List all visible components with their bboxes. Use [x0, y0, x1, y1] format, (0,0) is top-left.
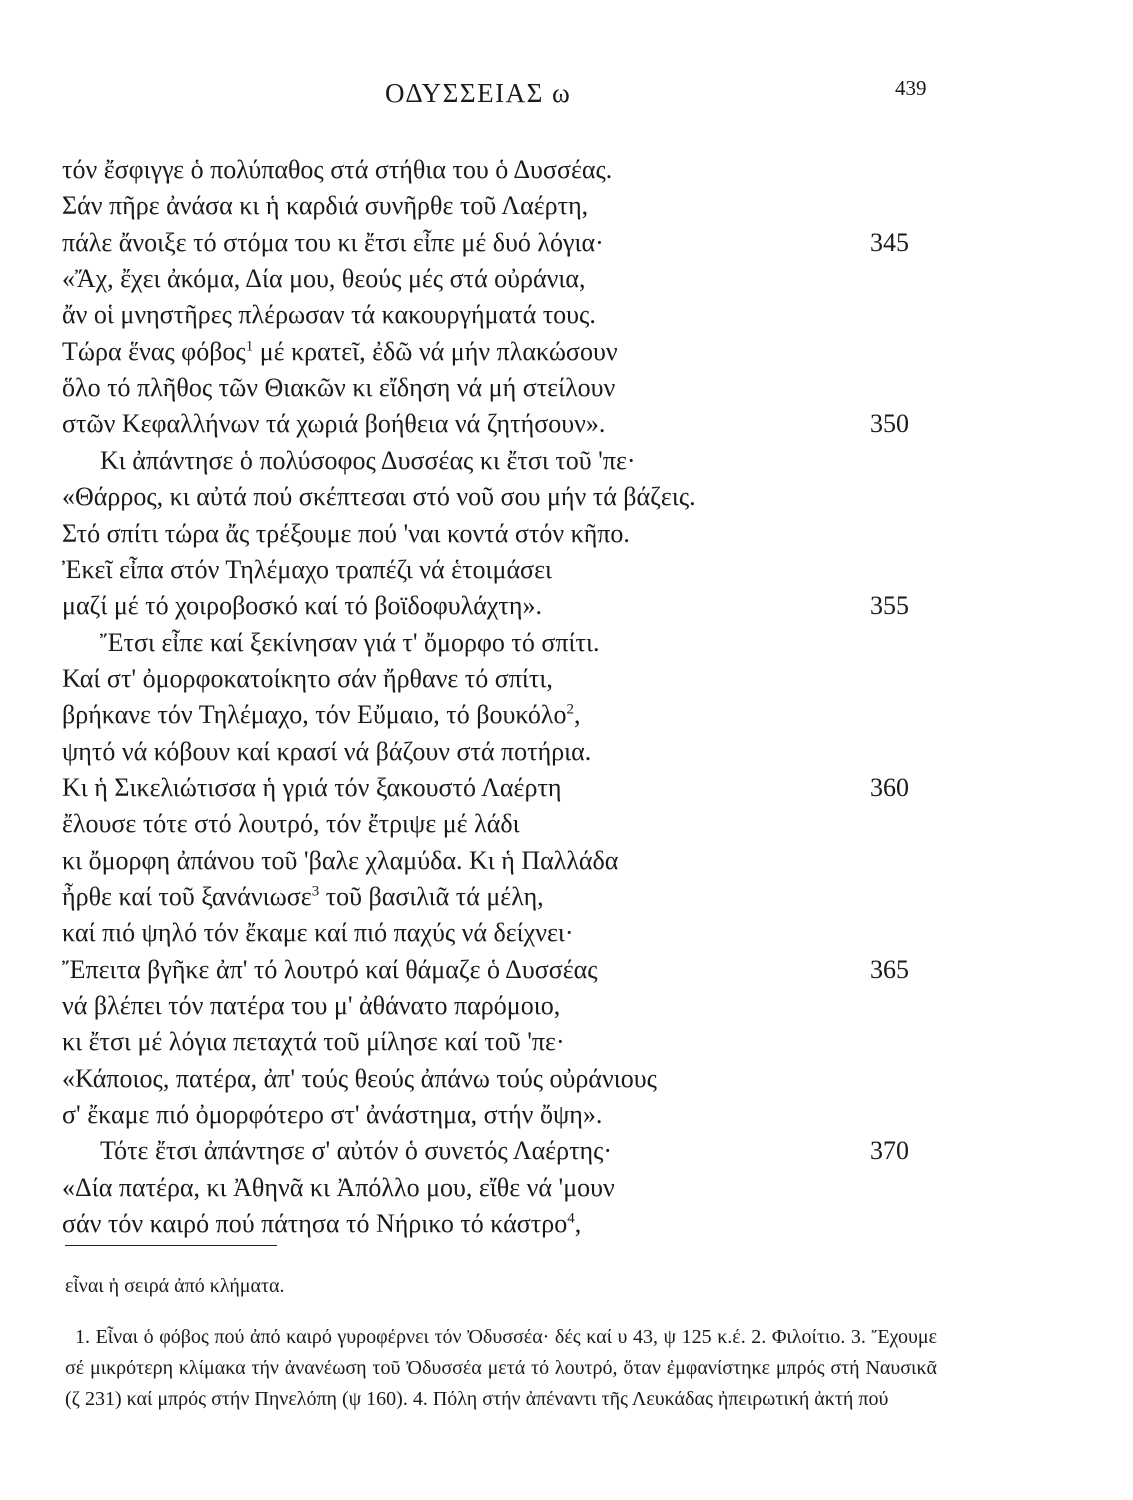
verse-line [62, 882, 942, 912]
verse-text: νά βλέπει τόν πατέρα του μ' ἀθάνατο παρόμοιο, [62, 991, 561, 1020]
running-title: ΟΔΥΣΣΕΙΑΣ ω [385, 78, 572, 108]
verse-text: ἔλουσε τότε στό λουτρό, τόν ἔτριψε μέ λάδι [62, 809, 520, 838]
verse-text: κι ἔτσι μέ λόγια πεταχτά τοῦ μίλησε καί τοῦ 'πε· [62, 1027, 565, 1056]
verse-text: Κι ἀπάντησε ὁ πολύσοφος Δυσσέας κι ἔτσι τοῦ 'πε· [100, 446, 636, 475]
verse-text: Καί στ' ὀμορφοκατοίκητο σάν ἤρθανε τό σπίτι, [62, 664, 553, 693]
verse-text: Τώρα ἕνας φόβος [62, 337, 246, 366]
verse-text: ἦρθε καί τοῦ ξανάνιωσε [62, 882, 312, 911]
verse-text: καί πιό ψηλό τόν ἔκαμε καί πιό παχύς νά δείχνει· [62, 918, 574, 947]
verse-line [62, 1100, 942, 1130]
verse-line [62, 628, 942, 658]
verse-text: «Κάποιος, πατέρα, ἀπ' τούς θεούς ἀπάνω τούς οὐράνιους [62, 1064, 657, 1093]
verse-line [62, 700, 942, 730]
footnote-marker: 1 [245, 338, 254, 355]
verse-line [62, 228, 942, 258]
line-number: 365 [870, 955, 909, 984]
verse-text: «Δία πατέρα, κι Ἀθηνᾶ κι Ἀπόλλο μου, εἴθε νά 'μουν [62, 1173, 615, 1202]
verse-text-tail: , [574, 1209, 582, 1238]
verse-text: Τότε ἔτσι ἀπάντησε σ' αὐτόν ὁ συνετός Λαέρτης· [100, 1136, 613, 1165]
verse-text: κι ὄμορφη ἀπάνου τοῦ 'βαλε χλαμύδα. Κι ἡ Παλλάδα [62, 846, 619, 875]
verse-line [62, 664, 942, 694]
verse-line [62, 155, 942, 185]
verse-line [62, 446, 942, 476]
verse-line [62, 300, 942, 330]
verse-line [62, 991, 942, 1021]
verse-line [62, 809, 942, 839]
footnote-marker: 4 [567, 1210, 575, 1227]
verse-text: Ἐκεῖ εἶπα στόν Τηλέμαχο τραπέζι νά ἑτοιμάσει [62, 555, 552, 584]
footnote-divider [65, 1245, 277, 1246]
page-number: 439 [895, 76, 927, 100]
verse-text-tail: μέ κρατεῖ, ἐδῶ νά μήν πλακώσουν [253, 337, 618, 366]
verse-text-tail: τοῦ βασιλιᾶ τά μέλη, [319, 882, 544, 911]
line-number: 355 [870, 591, 909, 620]
verse-text: «Ἄχ, ἔχει ἀκόμα, Δία μου, θεούς μές στά οὐράνια, [62, 264, 586, 293]
footnotes: 1. Εἶναι ὁ φόβος πού ἀπό καιρό γυροφέρνει τόν Ὀδυσσέα· δές καί υ 43, ψ 125 κ.έ. 2. Φιλοίτιο. 3. Ἔχουμε σέ μικρότερη κλίμακα τήν ἀνανέωση τοῦ Ὀδυσσέα μετά τό λουτρό, ὅταν ἐμφανίστηκε μπρός στή Ναυσικᾶ (ζ 231) καί μπρός στήν Πηνελόπη (ψ 160). 4. Πόλη στήν ἀπέναντι τῆς Λευκάδας ἠπειρωτική ἀκτή πού [65, 1326, 937, 1410]
verse-line [62, 918, 942, 948]
verse-line [62, 373, 942, 403]
verse-text: βρήκανε τόν Τηλέμαχο, τόν Εὔμαιο, τό βουκόλο [62, 700, 567, 729]
verse-text-tail: , [573, 700, 581, 729]
verse-text: ὅλο τό πλῆθος τῶν Θιακῶν κι εἴδηση νά μή στείλουν [62, 373, 616, 402]
footnote-marker: 3 [311, 883, 320, 900]
verse-line [62, 737, 942, 767]
verse-line [62, 955, 942, 985]
line-number: 350 [870, 409, 909, 438]
verse-line [62, 1064, 942, 1094]
verse-text: Ἔτσι εἶπε καί ξεκίνησαν γιά τ' ὄμορφο τό σπίτι. [100, 628, 600, 657]
verse-text: ἄν οἱ μνηστῆρες πλέρωσαν τά κακουργήματά τους. [62, 300, 596, 329]
verse-line [62, 846, 942, 876]
verse-line [62, 773, 942, 803]
line-number: 360 [870, 773, 909, 802]
verse-text: πάλε ἄνοιξε τό στόμα του κι ἔτσι εἶπε μέ δυό λόγια· [62, 228, 604, 257]
footnote-continuation: εἶναι ἡ σειρά ἀπό κλήματα. [65, 1275, 285, 1297]
verse-text: στῶν Κεφαλλήνων τά χωριά βοήθεια νά ζητήσουν». [62, 409, 606, 438]
verse-line [62, 1136, 942, 1166]
verse-text: Σάν πῆρε ἀνάσα κι ἡ καρδιά συνῆρθε τοῦ Λαέρτη, [62, 191, 589, 220]
footnote-marker: 2 [566, 701, 574, 718]
verse-line [62, 519, 942, 549]
verse-line [62, 264, 942, 294]
line-number: 345 [870, 228, 909, 257]
verse-line [62, 591, 942, 621]
verse-line [62, 555, 942, 585]
verse-text: μαζί μέ τό χοιροβοσκό καί τό βοϊδοφυλάχτη». [62, 591, 542, 620]
verse-line [62, 482, 942, 512]
verse-line [62, 191, 942, 221]
verse-text: Στό σπίτι τώρα ἄς τρέξουμε πού 'ναι κοντά στόν κῆπο. [62, 519, 630, 548]
verse-line [62, 337, 942, 367]
verse-text: τόν ἔσφιγγε ὁ πολύπαθος στά στήθια του ὁ Δυσσέας. [62, 155, 613, 184]
verse-text: ψητό νά κόβουν καί κρασί νά βάζουν στά ποτήρια. [62, 737, 592, 766]
verse-line [62, 1209, 942, 1239]
verse-line [62, 1173, 942, 1203]
verse-text: «Θάρρος, κι αὐτά πού σκέπτεσαι στό νοῦ σου μήν τά βάζεις. [62, 482, 696, 511]
verse-text: Ἔπειτα βγῆκε ἀπ' τό λουτρό καί θάμαζε ὁ Δυσσέας [62, 955, 598, 984]
line-number: 370 [870, 1136, 909, 1165]
verse-text: σ' ἔκαμε πιό ὀμορφότερο στ' ἀνάστημα, στήν ὄψη». [62, 1100, 603, 1129]
verse-line [62, 409, 942, 439]
verse-text: Κι ἡ Σικελιώτισσα ἡ γριά τόν ξακουστό Λαέρτη [62, 773, 562, 802]
verse-text: σάν τόν καιρό πού πάτησα τό Νήρικο τό κάστρο [62, 1209, 568, 1238]
verse-line [62, 1027, 942, 1057]
